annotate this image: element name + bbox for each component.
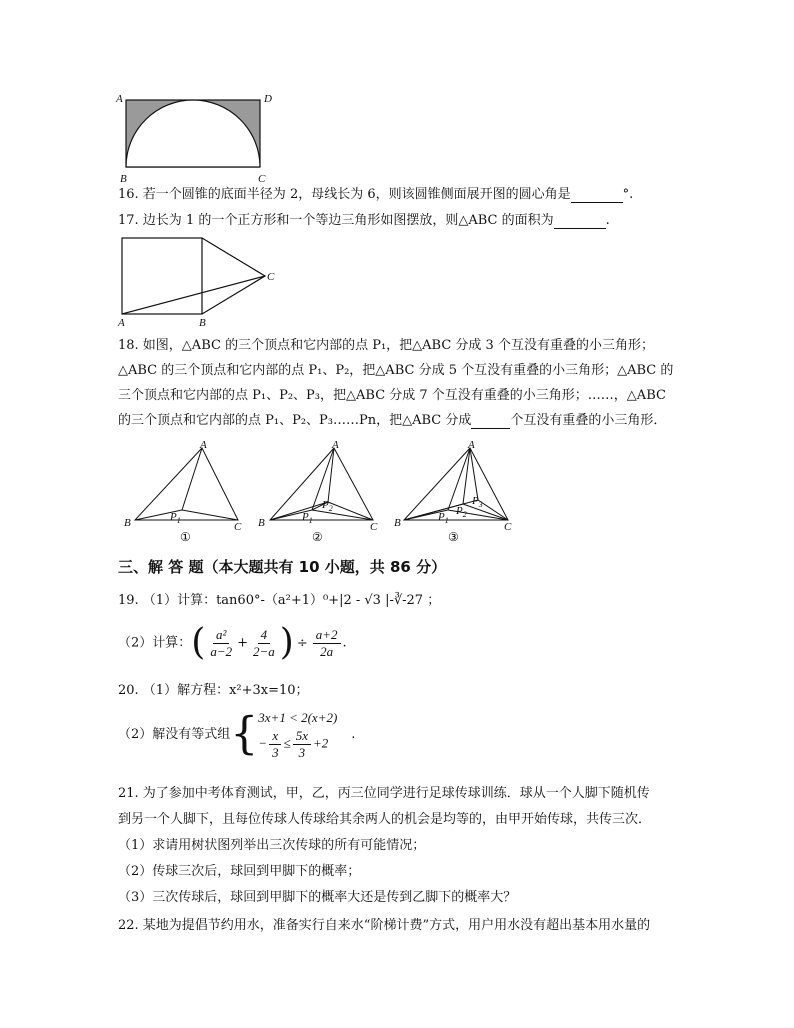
label-a: A <box>116 93 123 105</box>
q19-end: . <box>342 635 347 651</box>
q21-sub2: （2）传球三次后，球回到甲脚下的概率； <box>118 864 361 879</box>
right-paren: ) <box>279 622 294 663</box>
q19-part2 <box>118 622 347 663</box>
label-d: D <box>264 93 272 105</box>
caption-2: ② <box>312 530 323 544</box>
fraction-1 <box>207 627 235 660</box>
label-c: C <box>267 271 275 283</box>
f3-den: 2a <box>320 643 334 659</box>
plus-sign: + <box>237 635 249 651</box>
segment-ac <box>122 276 265 314</box>
t3-label-b: B <box>394 517 401 529</box>
q17-tail: . <box>605 213 610 228</box>
t1-label-c: C <box>234 521 242 533</box>
inequality-system <box>258 708 337 761</box>
label-b: B <box>199 317 206 329</box>
t3-label-p3: $P_3$ <box>472 495 483 509</box>
q19-p2-label: （2）计算： <box>118 635 192 651</box>
t1-label-p1: $P_1$ <box>170 511 181 525</box>
f3-num: a+2 <box>313 627 341 644</box>
t2-label-a: A <box>332 439 339 451</box>
section-3-title: 三、解 答 题（本大题共有 10 小题，共 86 分） <box>118 558 447 576</box>
q19-part1 <box>118 592 440 610</box>
label-c: C <box>258 173 266 185</box>
figure-triangles-q18 <box>118 438 528 546</box>
q20-part2 <box>118 707 355 763</box>
triangle-1 <box>135 448 238 520</box>
figure-rectangle-semicircle <box>112 90 282 185</box>
question-17 <box>118 212 610 230</box>
q20-p2-label: （2）解没有等式组 <box>118 727 231 742</box>
fraction-3 <box>313 627 341 660</box>
question-16 <box>118 186 633 204</box>
left-paren: ( <box>191 622 206 663</box>
q21-line1: 21. 为了参加中考体育测试，甲，乙，丙三位同学进行足球传球训练．球从一个人脚下随机传 <box>118 786 650 801</box>
ineq-1: 3x+1 < 2(x+2) <box>258 710 338 725</box>
q18-line4a: 的三个顶点和它内部的点 P₁、P₂、P₃……Pn，把△ABC 分成 <box>118 413 472 428</box>
f1-num: a² <box>213 627 229 644</box>
ineq-2: − $\frac{x}{3}$ ≤ $\frac{5x}{3}$ +2 <box>258 728 329 760</box>
q16-blank <box>571 187 623 203</box>
fraction-2 <box>250 627 278 660</box>
q19-p1-expr: tan60°-（a²+1）⁰+|2 - √3 |-∛-27 ； <box>216 593 441 608</box>
t1-label-b: B <box>124 517 131 529</box>
q19-p1-label: 19. （1）计算： <box>118 593 217 608</box>
t3-label-a: A <box>468 439 475 451</box>
q16-text: 16. 若一个圆锥的底面半径为 2，母线长为 6，则该圆锥侧面展开图的圆心角是 <box>118 187 571 202</box>
q16-tail: °. <box>622 187 634 202</box>
q21-sub3: （3）三次传球后，球回到甲脚下的概率大还是传到乙脚下的概率大？ <box>118 890 517 905</box>
q21-line2: 到另一个人脚下，且每位传球人传球给其余两人的机会是均等的，由甲开始传球，共传三次． <box>118 812 652 827</box>
t2-label-p1: $P_1$ <box>302 511 313 525</box>
q17-text: 17. 边长为 1 的一个正方形和一个等边三角形如图摆放，则△ABC 的面积为 <box>118 213 554 228</box>
t2-label-b: B <box>258 517 265 529</box>
q18-blank <box>471 413 510 429</box>
t3-label-c: C <box>504 521 512 533</box>
q21-sub1: （1）求请用树状图列举出三次传球的所有可能情况； <box>118 838 426 853</box>
q18-line4 <box>118 412 666 430</box>
q17-blank <box>554 213 606 229</box>
t2-label-c: C <box>370 521 378 533</box>
f2-den: 2−a <box>253 643 275 659</box>
label-b: B <box>120 173 127 185</box>
t1-label-a: A <box>200 439 207 451</box>
q18-line1: 18. 如图，△ABC 的三个顶点和它内部的点 P₁，把△ABC 分成 3 个互没有重叠的小三角形； <box>118 338 654 353</box>
figure-square-triangle <box>112 230 287 330</box>
square <box>122 238 202 314</box>
t3-label-p2: $P_2$ <box>456 505 467 519</box>
q20-part1: 20. （1）解方程：x²+3x=10； <box>118 683 309 698</box>
f2-num: 4 <box>258 627 271 644</box>
caption-1: ① <box>180 530 191 544</box>
triangle <box>202 238 265 314</box>
div-sign: ÷ <box>296 635 308 651</box>
q18-line2: △ABC 的三个顶点和它内部的点 P₁、P₂，把△ABC 分成 5 个互没有重叠的小三角形；△ABC 的 <box>118 363 674 378</box>
q22-line1: 22. 某地为提倡节约用水，准备实行自来水“阶梯计费”方式，用户用水没有超出基本用水量的 <box>118 918 651 933</box>
q18-line3: 三个顶点和它内部的点 P₁、P₂、P₃，把△ABC 分成 7 个互没有重叠的小三角形；……，△ABC <box>118 388 666 403</box>
t2-label-p2: $P_2$ <box>322 499 333 513</box>
caption-3: ③ <box>448 530 459 544</box>
brace: { <box>230 708 259 760</box>
label-a: A <box>118 317 125 329</box>
q20-end: . <box>351 727 356 742</box>
f1-den: a−2 <box>210 643 233 659</box>
t3-label-p1: $P_1$ <box>438 511 449 525</box>
q18-line4b: 个互没有重叠的小三角形． <box>510 413 667 428</box>
